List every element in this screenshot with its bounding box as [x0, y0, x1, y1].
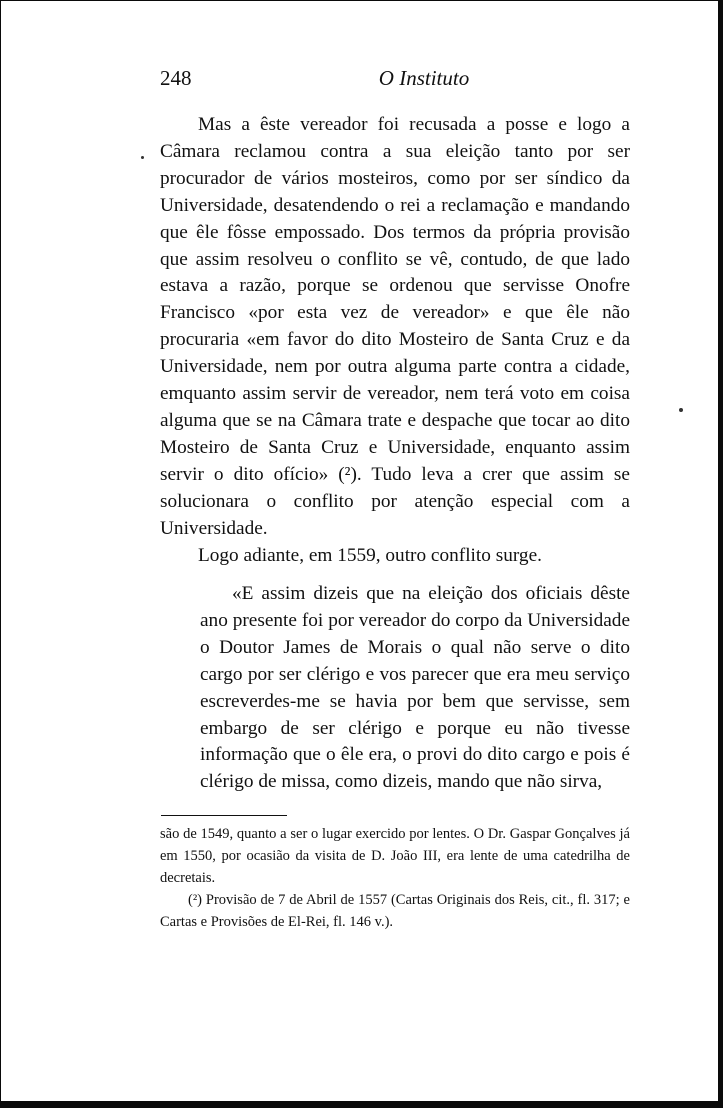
paragraph: Mas a êste vereador foi recusada a posse e logo a Câmara reclamou contra a sua eleição tanto por ser procurador de vários mosteiros, como por ser síndico da Universidade, desatendendo o rei a reclamação e mandando que êle fôsse empossado. Dos termos da própria provisão que assim resolveu o conflito se vê, contudo, de que lado estava a razão, porque se ordenou que servisse Onofre Francisco «por esta vez de vereador» e que êle não procuraria «em favor do dito Mosteiro de Santa Cruz e da Universidade, nem por outra alguma parte contra a cidade, emquanto assim servir de vereador, nem terá voto em coisa alguma que se na Câmara trate e despache que tocar ao dito Mosteiro de Santa Cruz e Universidade, enquanto assim servir o dito ofício» (²). Tudo leva a crer que assim se solucionara o conflito por atenção especial com a Universidade. — [160, 114, 630, 539]
footnote-continuation: são de 1549, quanto a ser o lugar exercido por lentes. O Dr. Gaspar Gonçalves já em 1550, por ocasião da visita de D. João III, era lente de uma catedrilha de decretais. — [160, 826, 630, 886]
footnote-rule — [161, 815, 287, 816]
ink-speck — [141, 156, 144, 159]
paragraph: Logo adiante, em 1559, outro conflito surge. — [198, 544, 542, 566]
page-header — [160, 66, 628, 96]
ink-speck — [679, 408, 683, 412]
block-quote — [200, 581, 630, 796]
main-text — [160, 112, 630, 569]
running-title: O Instituto — [378, 66, 470, 90]
footnote-2: (²) Provisão de 7 de Abril de 1557 (Cartas Originais dos Reis, cit., fl. 317; e Cartas e Provisões de El-Rei, fl. 146 v.). — [160, 892, 630, 930]
quote-paragraph: «E assim dizeis que na eleição dos oficiais dêste ano presente foi por vereador do corpo da Universidade o Doutor James de Morais o qual não serve o dito cargo por ser clérigo e vos parecer que era meu serviço escreverdes-me se havia por bem que servisse, sem embargo de ser clérigo e porque eu não tivesse informação que o êle era, o provi do dito cargo e pois é clérigo de missa, como dizeis, mando que não sirva, — [200, 583, 630, 793]
footnotes — [160, 823, 630, 933]
page-number: 248 — [160, 66, 192, 90]
